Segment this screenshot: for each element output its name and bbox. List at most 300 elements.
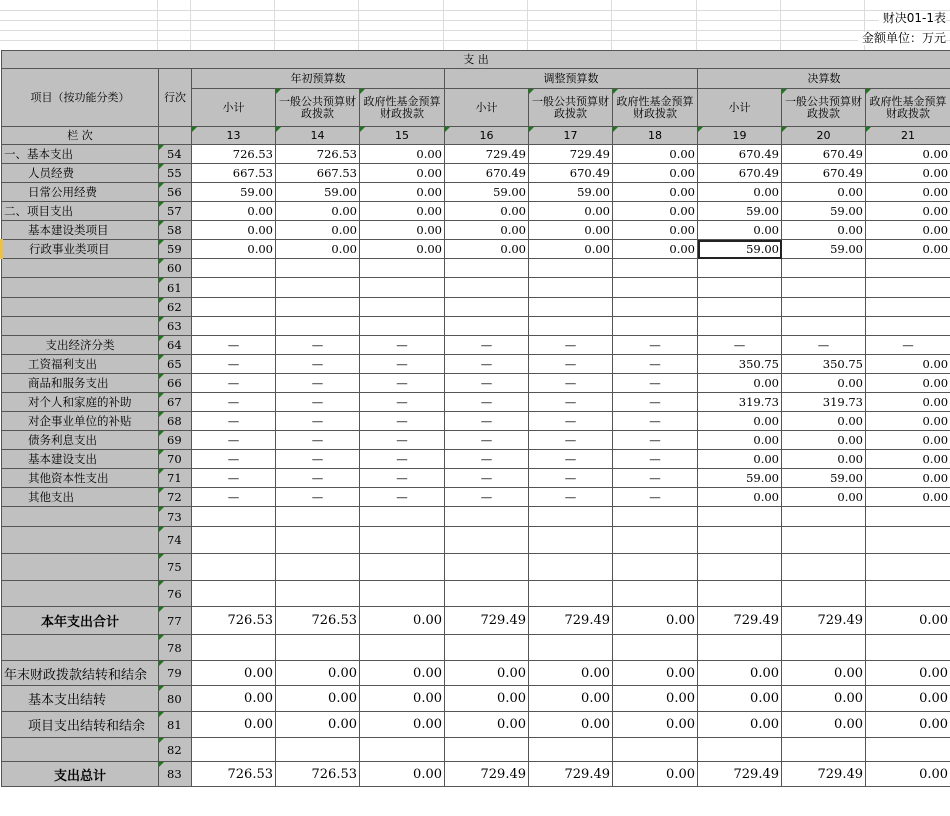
value-cell[interactable] [782, 635, 866, 661]
value-cell[interactable]: 0.00 [360, 712, 445, 738]
value-cell[interactable]: 0.00 [613, 712, 698, 738]
value-cell[interactable] [445, 554, 529, 581]
row-label[interactable] [2, 554, 159, 581]
value-cell[interactable]: 670.49 [782, 145, 866, 164]
value-cell[interactable]: 0.00 [782, 450, 866, 469]
value-cell[interactable]: 0.00 [782, 712, 866, 738]
value-cell[interactable] [698, 738, 782, 762]
value-cell[interactable]: 0.00 [866, 393, 950, 412]
value-cell[interactable]: 350.75 [782, 355, 866, 374]
value-cell[interactable] [613, 507, 698, 527]
value-cell[interactable] [276, 507, 360, 527]
value-cell[interactable]: — [192, 469, 276, 488]
value-cell[interactable]: — [445, 450, 529, 469]
value-cell[interactable]: 0.00 [866, 661, 950, 686]
value-cell[interactable]: 0.00 [613, 183, 698, 202]
value-cell[interactable]: — [192, 393, 276, 412]
value-cell[interactable] [276, 259, 360, 278]
row-label[interactable]: 支出经济分类 [2, 336, 159, 355]
value-cell[interactable]: — [360, 336, 445, 355]
value-cell[interactable] [192, 507, 276, 527]
value-cell[interactable]: 0.00 [866, 450, 950, 469]
value-cell[interactable]: — [360, 355, 445, 374]
value-cell[interactable] [529, 317, 613, 336]
value-cell[interactable]: 0.00 [866, 712, 950, 738]
value-cell[interactable]: 0.00 [866, 240, 950, 259]
value-cell[interactable] [698, 317, 782, 336]
value-cell[interactable]: 0.00 [445, 221, 529, 240]
value-cell[interactable]: 0.00 [782, 488, 866, 507]
value-cell[interactable]: 0.00 [613, 202, 698, 221]
row-label[interactable] [2, 298, 159, 317]
row-label[interactable]: 对企事业单位的补贴 [2, 412, 159, 431]
value-cell[interactable]: 670.49 [782, 164, 866, 183]
row-label[interactable] [2, 635, 159, 661]
value-cell[interactable]: — [276, 488, 360, 507]
row-label[interactable] [2, 527, 159, 554]
value-cell[interactable] [613, 527, 698, 554]
value-cell[interactable]: 0.00 [360, 762, 445, 787]
value-cell[interactable]: 0.00 [866, 762, 950, 787]
value-cell[interactable]: — [192, 355, 276, 374]
value-cell[interactable]: 59.00 [529, 183, 613, 202]
value-cell[interactable]: 0.00 [698, 712, 782, 738]
value-cell[interactable]: 319.73 [698, 393, 782, 412]
row-label[interactable]: 商品和服务支出 [2, 374, 159, 393]
row-label[interactable]: 本年支出合计 [2, 607, 159, 635]
value-cell[interactable]: 0.00 [866, 183, 950, 202]
value-cell[interactable]: 0.00 [360, 240, 445, 259]
value-cell[interactable]: — [276, 336, 360, 355]
value-cell[interactable] [445, 738, 529, 762]
value-cell[interactable]: 729.49 [782, 762, 866, 787]
value-cell[interactable]: 729.49 [445, 607, 529, 635]
value-cell[interactable]: 726.53 [276, 607, 360, 635]
value-cell[interactable]: 729.49 [529, 145, 613, 164]
value-cell[interactable] [192, 317, 276, 336]
value-cell[interactable] [276, 554, 360, 581]
value-cell[interactable] [192, 259, 276, 278]
value-cell[interactable]: 729.49 [698, 762, 782, 787]
value-cell[interactable] [276, 317, 360, 336]
value-cell[interactable]: 59.00 [782, 202, 866, 221]
value-cell[interactable]: — [866, 336, 950, 355]
row-label[interactable]: 二、项目支出 [2, 202, 159, 221]
value-cell[interactable]: — [529, 355, 613, 374]
value-cell[interactable]: 0.00 [698, 374, 782, 393]
value-cell[interactable]: 0.00 [698, 686, 782, 712]
value-cell[interactable] [866, 507, 950, 527]
value-cell[interactable]: 0.00 [276, 712, 360, 738]
value-cell[interactable]: 0.00 [698, 221, 782, 240]
value-cell[interactable]: 0.00 [698, 431, 782, 450]
value-cell[interactable] [445, 527, 529, 554]
value-cell[interactable] [613, 278, 698, 298]
value-cell[interactable]: 0.00 [613, 607, 698, 635]
value-cell[interactable]: — [276, 431, 360, 450]
value-cell[interactable]: — [360, 469, 445, 488]
value-cell[interactable]: 667.53 [276, 164, 360, 183]
value-cell[interactable]: — [613, 450, 698, 469]
value-cell[interactable]: 59.00 [698, 202, 782, 221]
row-label[interactable]: 一、基本支出 [2, 145, 159, 164]
value-cell[interactable] [276, 278, 360, 298]
value-cell[interactable] [445, 278, 529, 298]
row-label[interactable]: 基本支出结转 [2, 686, 159, 712]
value-cell[interactable]: — [529, 393, 613, 412]
value-cell[interactable]: — [529, 450, 613, 469]
value-cell[interactable] [698, 298, 782, 317]
value-cell[interactable] [613, 259, 698, 278]
value-cell[interactable] [360, 554, 445, 581]
row-label[interactable] [2, 259, 159, 278]
value-cell[interactable] [192, 738, 276, 762]
value-cell[interactable]: 0.00 [360, 145, 445, 164]
value-cell[interactable]: — [192, 488, 276, 507]
value-cell[interactable] [445, 507, 529, 527]
row-label[interactable]: 支出总计 [2, 762, 159, 787]
value-cell[interactable]: 0.00 [529, 686, 613, 712]
value-cell[interactable]: — [613, 393, 698, 412]
value-cell[interactable] [613, 635, 698, 661]
value-cell[interactable]: 726.53 [276, 145, 360, 164]
value-cell[interactable]: 0.00 [529, 202, 613, 221]
row-label[interactable]: 项目支出结转和结余 [2, 712, 159, 738]
value-cell[interactable]: — [529, 336, 613, 355]
value-cell[interactable]: 0.00 [276, 661, 360, 686]
value-cell[interactable]: 0.00 [529, 661, 613, 686]
value-cell[interactable]: — [360, 393, 445, 412]
value-cell[interactable]: 729.49 [782, 607, 866, 635]
value-cell[interactable] [276, 635, 360, 661]
value-cell[interactable] [782, 507, 866, 527]
value-cell[interactable]: — [360, 374, 445, 393]
value-cell[interactable]: 0.00 [529, 221, 613, 240]
value-cell[interactable]: 59.00 [445, 183, 529, 202]
value-cell[interactable] [360, 298, 445, 317]
value-cell[interactable]: 0.00 [782, 412, 866, 431]
value-cell[interactable] [276, 738, 360, 762]
value-cell[interactable] [192, 298, 276, 317]
row-label[interactable]: 工资福利支出 [2, 355, 159, 374]
value-cell[interactable] [360, 259, 445, 278]
value-cell[interactable] [866, 635, 950, 661]
value-cell[interactable] [866, 317, 950, 336]
value-cell[interactable]: 0.00 [276, 240, 360, 259]
value-cell[interactable]: 0.00 [866, 145, 950, 164]
value-cell[interactable]: 0.00 [866, 686, 950, 712]
value-cell[interactable]: — [192, 431, 276, 450]
value-cell[interactable]: — [445, 374, 529, 393]
value-cell[interactable]: — [613, 374, 698, 393]
value-cell[interactable]: — [529, 431, 613, 450]
value-cell[interactable]: 0.00 [866, 412, 950, 431]
value-cell[interactable] [782, 581, 866, 607]
value-cell[interactable] [613, 298, 698, 317]
value-cell[interactable] [529, 259, 613, 278]
value-cell[interactable]: — [613, 412, 698, 431]
value-cell[interactable]: 0.00 [360, 661, 445, 686]
value-cell[interactable] [866, 527, 950, 554]
value-cell[interactable] [613, 317, 698, 336]
value-cell[interactable]: — [192, 374, 276, 393]
value-cell[interactable]: 726.53 [192, 762, 276, 787]
value-cell[interactable]: 0.00 [613, 240, 698, 259]
value-cell[interactable] [529, 554, 613, 581]
value-cell[interactable]: — [529, 374, 613, 393]
value-cell[interactable]: 59.00 [698, 240, 782, 259]
value-cell[interactable]: 729.49 [445, 145, 529, 164]
value-cell[interactable] [698, 527, 782, 554]
value-cell[interactable] [360, 507, 445, 527]
value-cell[interactable]: 59.00 [698, 469, 782, 488]
value-cell[interactable]: 0.00 [866, 355, 950, 374]
value-cell[interactable] [445, 317, 529, 336]
value-cell[interactable] [698, 581, 782, 607]
value-cell[interactable]: — [445, 355, 529, 374]
row-label[interactable]: 人员经费 [2, 164, 159, 183]
value-cell[interactable] [698, 259, 782, 278]
value-cell[interactable]: 319.73 [782, 393, 866, 412]
value-cell[interactable]: 0.00 [192, 221, 276, 240]
value-cell[interactable]: — [445, 412, 529, 431]
value-cell[interactable]: 0.00 [698, 661, 782, 686]
row-label[interactable]: 其他资本性支出 [2, 469, 159, 488]
value-cell[interactable] [529, 527, 613, 554]
value-cell[interactable] [782, 278, 866, 298]
value-cell[interactable]: 670.49 [698, 145, 782, 164]
value-cell[interactable]: 0.00 [613, 145, 698, 164]
value-cell[interactable]: 0.00 [192, 686, 276, 712]
value-cell[interactable]: — [360, 412, 445, 431]
value-cell[interactable]: 0.00 [866, 607, 950, 635]
value-cell[interactable]: — [360, 450, 445, 469]
value-cell[interactable]: — [529, 412, 613, 431]
value-cell[interactable] [445, 581, 529, 607]
value-cell[interactable]: — [445, 488, 529, 507]
row-label[interactable]: 债务利息支出 [2, 431, 159, 450]
value-cell[interactable]: 0.00 [613, 661, 698, 686]
value-cell[interactable]: — [192, 412, 276, 431]
value-cell[interactable] [192, 278, 276, 298]
value-cell[interactable]: 0.00 [192, 202, 276, 221]
value-cell[interactable]: — [698, 336, 782, 355]
value-cell[interactable]: 0.00 [529, 712, 613, 738]
value-cell[interactable] [698, 554, 782, 581]
value-cell[interactable] [276, 581, 360, 607]
value-cell[interactable]: 726.53 [276, 762, 360, 787]
value-cell[interactable]: 0.00 [613, 221, 698, 240]
value-cell[interactable]: — [613, 488, 698, 507]
value-cell[interactable]: 0.00 [360, 183, 445, 202]
value-cell[interactable]: 0.00 [613, 164, 698, 183]
value-cell[interactable]: 0.00 [360, 202, 445, 221]
value-cell[interactable]: 0.00 [613, 762, 698, 787]
value-cell[interactable] [445, 635, 529, 661]
value-cell[interactable]: 0.00 [445, 202, 529, 221]
value-cell[interactable]: 0.00 [529, 240, 613, 259]
row-label[interactable] [2, 507, 159, 527]
value-cell[interactable] [360, 278, 445, 298]
value-cell[interactable] [192, 554, 276, 581]
value-cell[interactable] [866, 554, 950, 581]
value-cell[interactable]: 0.00 [698, 412, 782, 431]
value-cell[interactable]: 0.00 [445, 661, 529, 686]
value-cell[interactable]: 670.49 [445, 164, 529, 183]
value-cell[interactable] [529, 278, 613, 298]
value-cell[interactable] [192, 527, 276, 554]
value-cell[interactable]: — [445, 431, 529, 450]
value-cell[interactable] [782, 298, 866, 317]
value-cell[interactable]: 0.00 [866, 488, 950, 507]
value-cell[interactable]: — [613, 336, 698, 355]
value-cell[interactable] [698, 635, 782, 661]
value-cell[interactable]: — [445, 393, 529, 412]
value-cell[interactable]: 0.00 [192, 661, 276, 686]
value-cell[interactable] [529, 507, 613, 527]
value-cell[interactable] [360, 738, 445, 762]
value-cell[interactable] [698, 278, 782, 298]
value-cell[interactable] [360, 635, 445, 661]
value-cell[interactable]: — [276, 412, 360, 431]
value-cell[interactable]: 0.00 [192, 240, 276, 259]
value-cell[interactable] [445, 298, 529, 317]
value-cell[interactable] [613, 581, 698, 607]
value-cell[interactable]: — [276, 450, 360, 469]
value-cell[interactable]: 0.00 [866, 431, 950, 450]
value-cell[interactable] [866, 259, 950, 278]
value-cell[interactable]: 59.00 [782, 240, 866, 259]
value-cell[interactable]: — [529, 488, 613, 507]
value-cell[interactable] [445, 259, 529, 278]
value-cell[interactable] [360, 527, 445, 554]
value-cell[interactable] [360, 581, 445, 607]
value-cell[interactable]: — [445, 336, 529, 355]
value-cell[interactable]: 670.49 [698, 164, 782, 183]
value-cell[interactable]: 0.00 [445, 712, 529, 738]
value-cell[interactable]: 667.53 [192, 164, 276, 183]
value-cell[interactable]: — [192, 450, 276, 469]
row-label[interactable]: 基本建设类项目 [2, 221, 159, 240]
value-cell[interactable]: 726.53 [192, 145, 276, 164]
value-cell[interactable]: 0.00 [782, 374, 866, 393]
value-cell[interactable]: — [276, 393, 360, 412]
value-cell[interactable]: 59.00 [276, 183, 360, 202]
value-cell[interactable]: 0.00 [698, 488, 782, 507]
value-cell[interactable]: — [360, 431, 445, 450]
value-cell[interactable]: — [529, 469, 613, 488]
value-cell[interactable]: 729.49 [529, 762, 613, 787]
value-cell[interactable]: 0.00 [782, 183, 866, 202]
row-label[interactable]: 行政事业类项目 [2, 240, 159, 259]
value-cell[interactable]: 0.00 [445, 686, 529, 712]
value-cell[interactable] [529, 738, 613, 762]
value-cell[interactable] [782, 317, 866, 336]
value-cell[interactable] [276, 298, 360, 317]
value-cell[interactable]: 726.53 [192, 607, 276, 635]
value-cell[interactable] [698, 507, 782, 527]
value-cell[interactable]: 729.49 [445, 762, 529, 787]
row-label[interactable]: 日常公用经费 [2, 183, 159, 202]
value-cell[interactable]: 0.00 [866, 202, 950, 221]
value-cell[interactable]: 0.00 [866, 469, 950, 488]
row-label[interactable] [2, 738, 159, 762]
value-cell[interactable] [276, 527, 360, 554]
value-cell[interactable]: 0.00 [782, 221, 866, 240]
row-label[interactable]: 对个人和家庭的补助 [2, 393, 159, 412]
value-cell[interactable] [529, 298, 613, 317]
value-cell[interactable]: 59.00 [192, 183, 276, 202]
value-cell[interactable]: 0.00 [698, 183, 782, 202]
value-cell[interactable]: 0.00 [192, 712, 276, 738]
value-cell[interactable] [782, 554, 866, 581]
value-cell[interactable] [782, 259, 866, 278]
value-cell[interactable]: 0.00 [360, 221, 445, 240]
value-cell[interactable]: 0.00 [276, 686, 360, 712]
value-cell[interactable] [866, 581, 950, 607]
value-cell[interactable] [192, 581, 276, 607]
value-cell[interactable] [866, 738, 950, 762]
value-cell[interactable]: 350.75 [698, 355, 782, 374]
value-cell[interactable]: — [276, 469, 360, 488]
value-cell[interactable] [613, 738, 698, 762]
value-cell[interactable] [866, 298, 950, 317]
value-cell[interactable]: — [276, 374, 360, 393]
row-label[interactable]: 年末财政拨款结转和结余 [2, 661, 159, 686]
value-cell[interactable] [866, 278, 950, 298]
value-cell[interactable] [192, 635, 276, 661]
value-cell[interactable]: — [445, 469, 529, 488]
value-cell[interactable]: — [276, 355, 360, 374]
value-cell[interactable]: 0.00 [613, 686, 698, 712]
value-cell[interactable] [360, 317, 445, 336]
value-cell[interactable]: 0.00 [782, 686, 866, 712]
value-cell[interactable]: 729.49 [698, 607, 782, 635]
value-cell[interactable]: 0.00 [360, 686, 445, 712]
row-label[interactable] [2, 581, 159, 607]
value-cell[interactable] [782, 738, 866, 762]
value-cell[interactable]: — [613, 469, 698, 488]
value-cell[interactable] [529, 581, 613, 607]
row-label[interactable]: 基本建设支出 [2, 450, 159, 469]
value-cell[interactable]: 729.49 [529, 607, 613, 635]
value-cell[interactable]: 0.00 [866, 221, 950, 240]
value-cell[interactable]: 0.00 [782, 661, 866, 686]
value-cell[interactable]: 670.49 [529, 164, 613, 183]
value-cell[interactable]: 0.00 [445, 240, 529, 259]
value-cell[interactable]: — [782, 336, 866, 355]
value-cell[interactable] [613, 554, 698, 581]
value-cell[interactable]: 0.00 [782, 431, 866, 450]
value-cell[interactable]: 0.00 [276, 221, 360, 240]
value-cell[interactable]: 59.00 [782, 469, 866, 488]
value-cell[interactable]: 0.00 [276, 202, 360, 221]
row-label[interactable] [2, 317, 159, 336]
value-cell[interactable]: 0.00 [866, 374, 950, 393]
value-cell[interactable]: 0.00 [360, 607, 445, 635]
value-cell[interactable]: — [613, 431, 698, 450]
row-label[interactable] [2, 278, 159, 298]
value-cell[interactable]: — [360, 488, 445, 507]
value-cell[interactable] [529, 635, 613, 661]
value-cell[interactable]: 0.00 [360, 164, 445, 183]
value-cell[interactable]: 0.00 [698, 450, 782, 469]
row-label[interactable]: 其他支出 [2, 488, 159, 507]
value-cell[interactable]: — [613, 355, 698, 374]
value-cell[interactable] [782, 527, 866, 554]
value-cell[interactable]: 0.00 [866, 164, 950, 183]
value-cell[interactable]: — [192, 336, 276, 355]
